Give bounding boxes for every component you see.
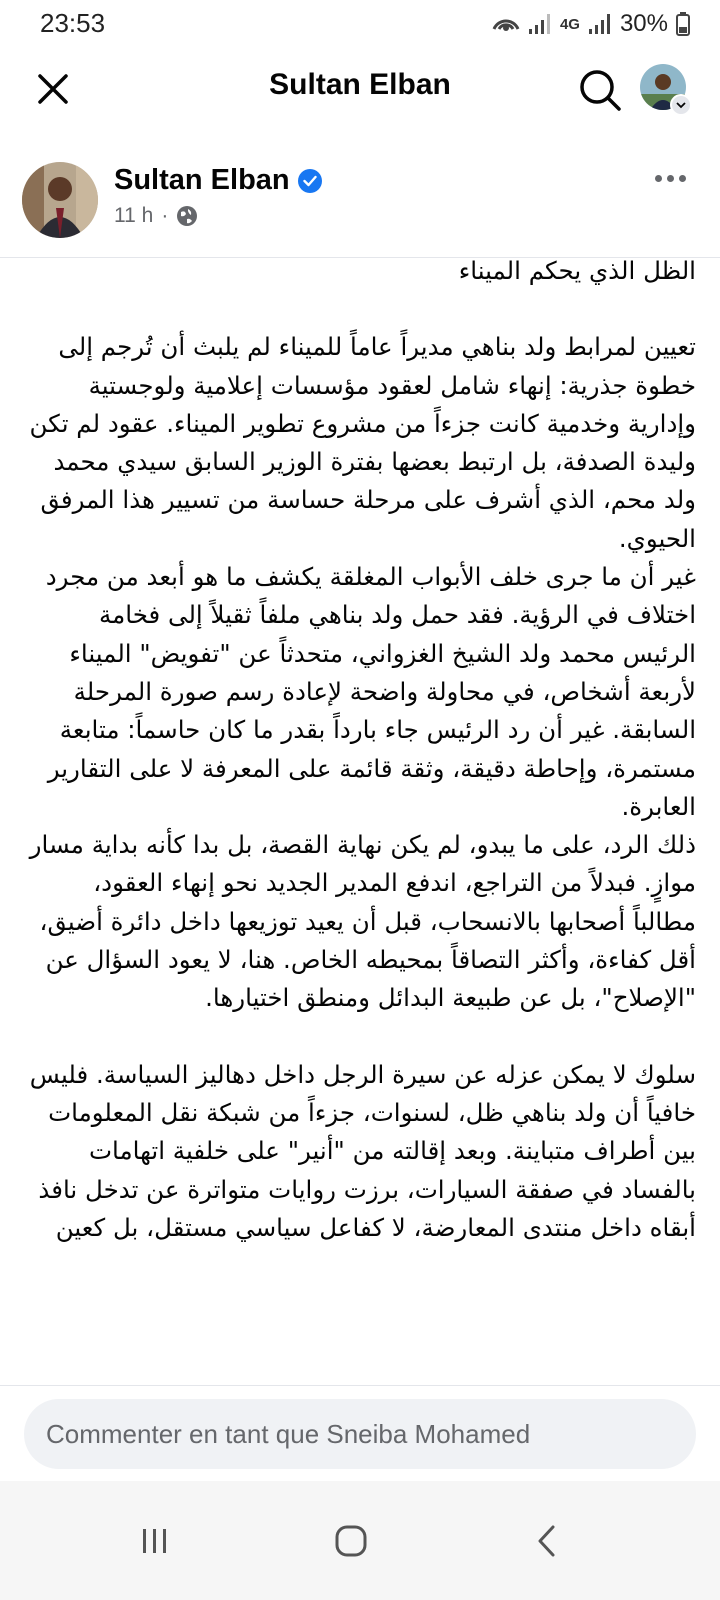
signal-icon <box>528 13 552 35</box>
back-icon <box>535 1524 559 1558</box>
recents-button[interactable] <box>120 1511 190 1571</box>
comment-input[interactable] <box>24 1399 696 1469</box>
hotspot-icon <box>492 12 520 36</box>
home-button[interactable] <box>316 1511 386 1571</box>
back-button[interactable] <box>512 1511 582 1571</box>
search-icon <box>578 68 622 112</box>
close-button[interactable] <box>28 64 78 114</box>
status-time: 23:53 <box>40 8 106 38</box>
status-bar <box>0 0 720 52</box>
network-type-label: 4G <box>559 15 580 33</box>
post-meta <box>114 204 198 228</box>
post-paragraph: تعيين لمرابط ولد بناهي مديراً عاماً للميناء لم يلبث أن تُرجم إلى خطوة جذرية: إنهاء شامل لعقود مؤسسات إعلامية ولوجستية وإدارية وخدمية كانت جزءاً من مشروع تطوير الميناء. عقود لم تكن وليدة الصدفة، بل ارتبط بعضها بفترة الوزير السابق سيدي محمد ولد محم، الذي أشرف على مرحلة حساسة من تسيير هذا المرفق الحيوي. غير أن ما جرى خلف الأبواب المغلقة يكشف ما هو أبعد من مجرد اختلاف في الرؤية. فقد حمل ولد بناهي ملفاً ثقيلاً إلى فخامة الرئيس محمد ولد الشيخ الغزواني، متحدثاً عن "تفويض" الميناء لأربعة أشخاص، في محاولة واضحة لإعادة رسم صورة المرحلة السابقة. غير أن رد الرئيس جاء بارداً بقدر ما كان حاسماً: متابعة مستمرة، وإحاطة دقيقة، وثقة قائمة على المعرفة لا على التقارير العابرة. ذلك الرد، على ما يبدو، لم يكن نهاية القصة، بل بدا كأنه بداية مسار موازٍ. فبدلاً من التراجع، اندفع المدير الجديد نحو إنهاء العقود، مطالباً أصحابها بالانسحاب، قبل أن يعيد توزيعها داخل دائرة أضيق، أقل كفاءة، وأكثر التصاقاً بمحيطه الخاص. هنا، لا يعود السؤال عن "الإصلاح"، بل عن طبيعة البدائل ومنطق اختيارها. <box>29 332 696 1013</box>
post-paragraph: الظل الذي يحكم الميناء <box>458 256 696 285</box>
post-time[interactable]: 11 h <box>114 204 154 227</box>
profile-menu-button[interactable] <box>640 64 692 116</box>
home-icon <box>334 1524 368 1558</box>
globe-icon <box>176 205 198 227</box>
more-options-button[interactable] <box>648 166 692 190</box>
post-header <box>0 154 720 244</box>
comment-bar <box>0 1385 720 1482</box>
more-horizontal-icon <box>655 175 662 182</box>
system-nav-bar <box>0 1481 720 1600</box>
status-icons <box>492 10 690 38</box>
search-button[interactable] <box>572 62 628 118</box>
comment-placeholder: Commenter en tant que Sneiba Mohamed <box>46 1419 531 1449</box>
signal-icon-2 <box>588 13 612 35</box>
chevron-down-icon <box>670 94 692 116</box>
close-icon <box>36 72 70 106</box>
meta-separator: · <box>161 204 169 227</box>
paragraph-gap <box>24 290 696 328</box>
battery-icon <box>676 12 690 36</box>
paragraph-gap <box>24 1018 696 1056</box>
recents-icon <box>140 1526 170 1556</box>
battery-percent: 30% <box>619 10 668 37</box>
post-paragraph: سلوك لا يمكن عزله عن سيرة الرجل داخل دهاليز السياسة. فليس خافياً أن ولد بناهي ظل، لسنوات، جزءاً من شبكة نقل المعلومات بين أطراف متباينة. وبعد إقالته من "أنير" على خلفية اتهامات بالفساد في صفقة السيارات، برزت روايات متواترة عن تدخل نافذ أبقاه داخل منتدى المعارضة، لا كفاعل سياسي مستقل، بل كعين <box>29 1059 696 1242</box>
author-name-text: Sultan Elban <box>114 164 290 196</box>
page-title: Sultan Elban <box>269 68 451 101</box>
post-text <box>24 252 696 1384</box>
author-name[interactable] <box>114 164 322 197</box>
app-header <box>0 52 720 124</box>
verified-badge-icon <box>298 169 322 193</box>
author-avatar[interactable] <box>22 162 98 238</box>
